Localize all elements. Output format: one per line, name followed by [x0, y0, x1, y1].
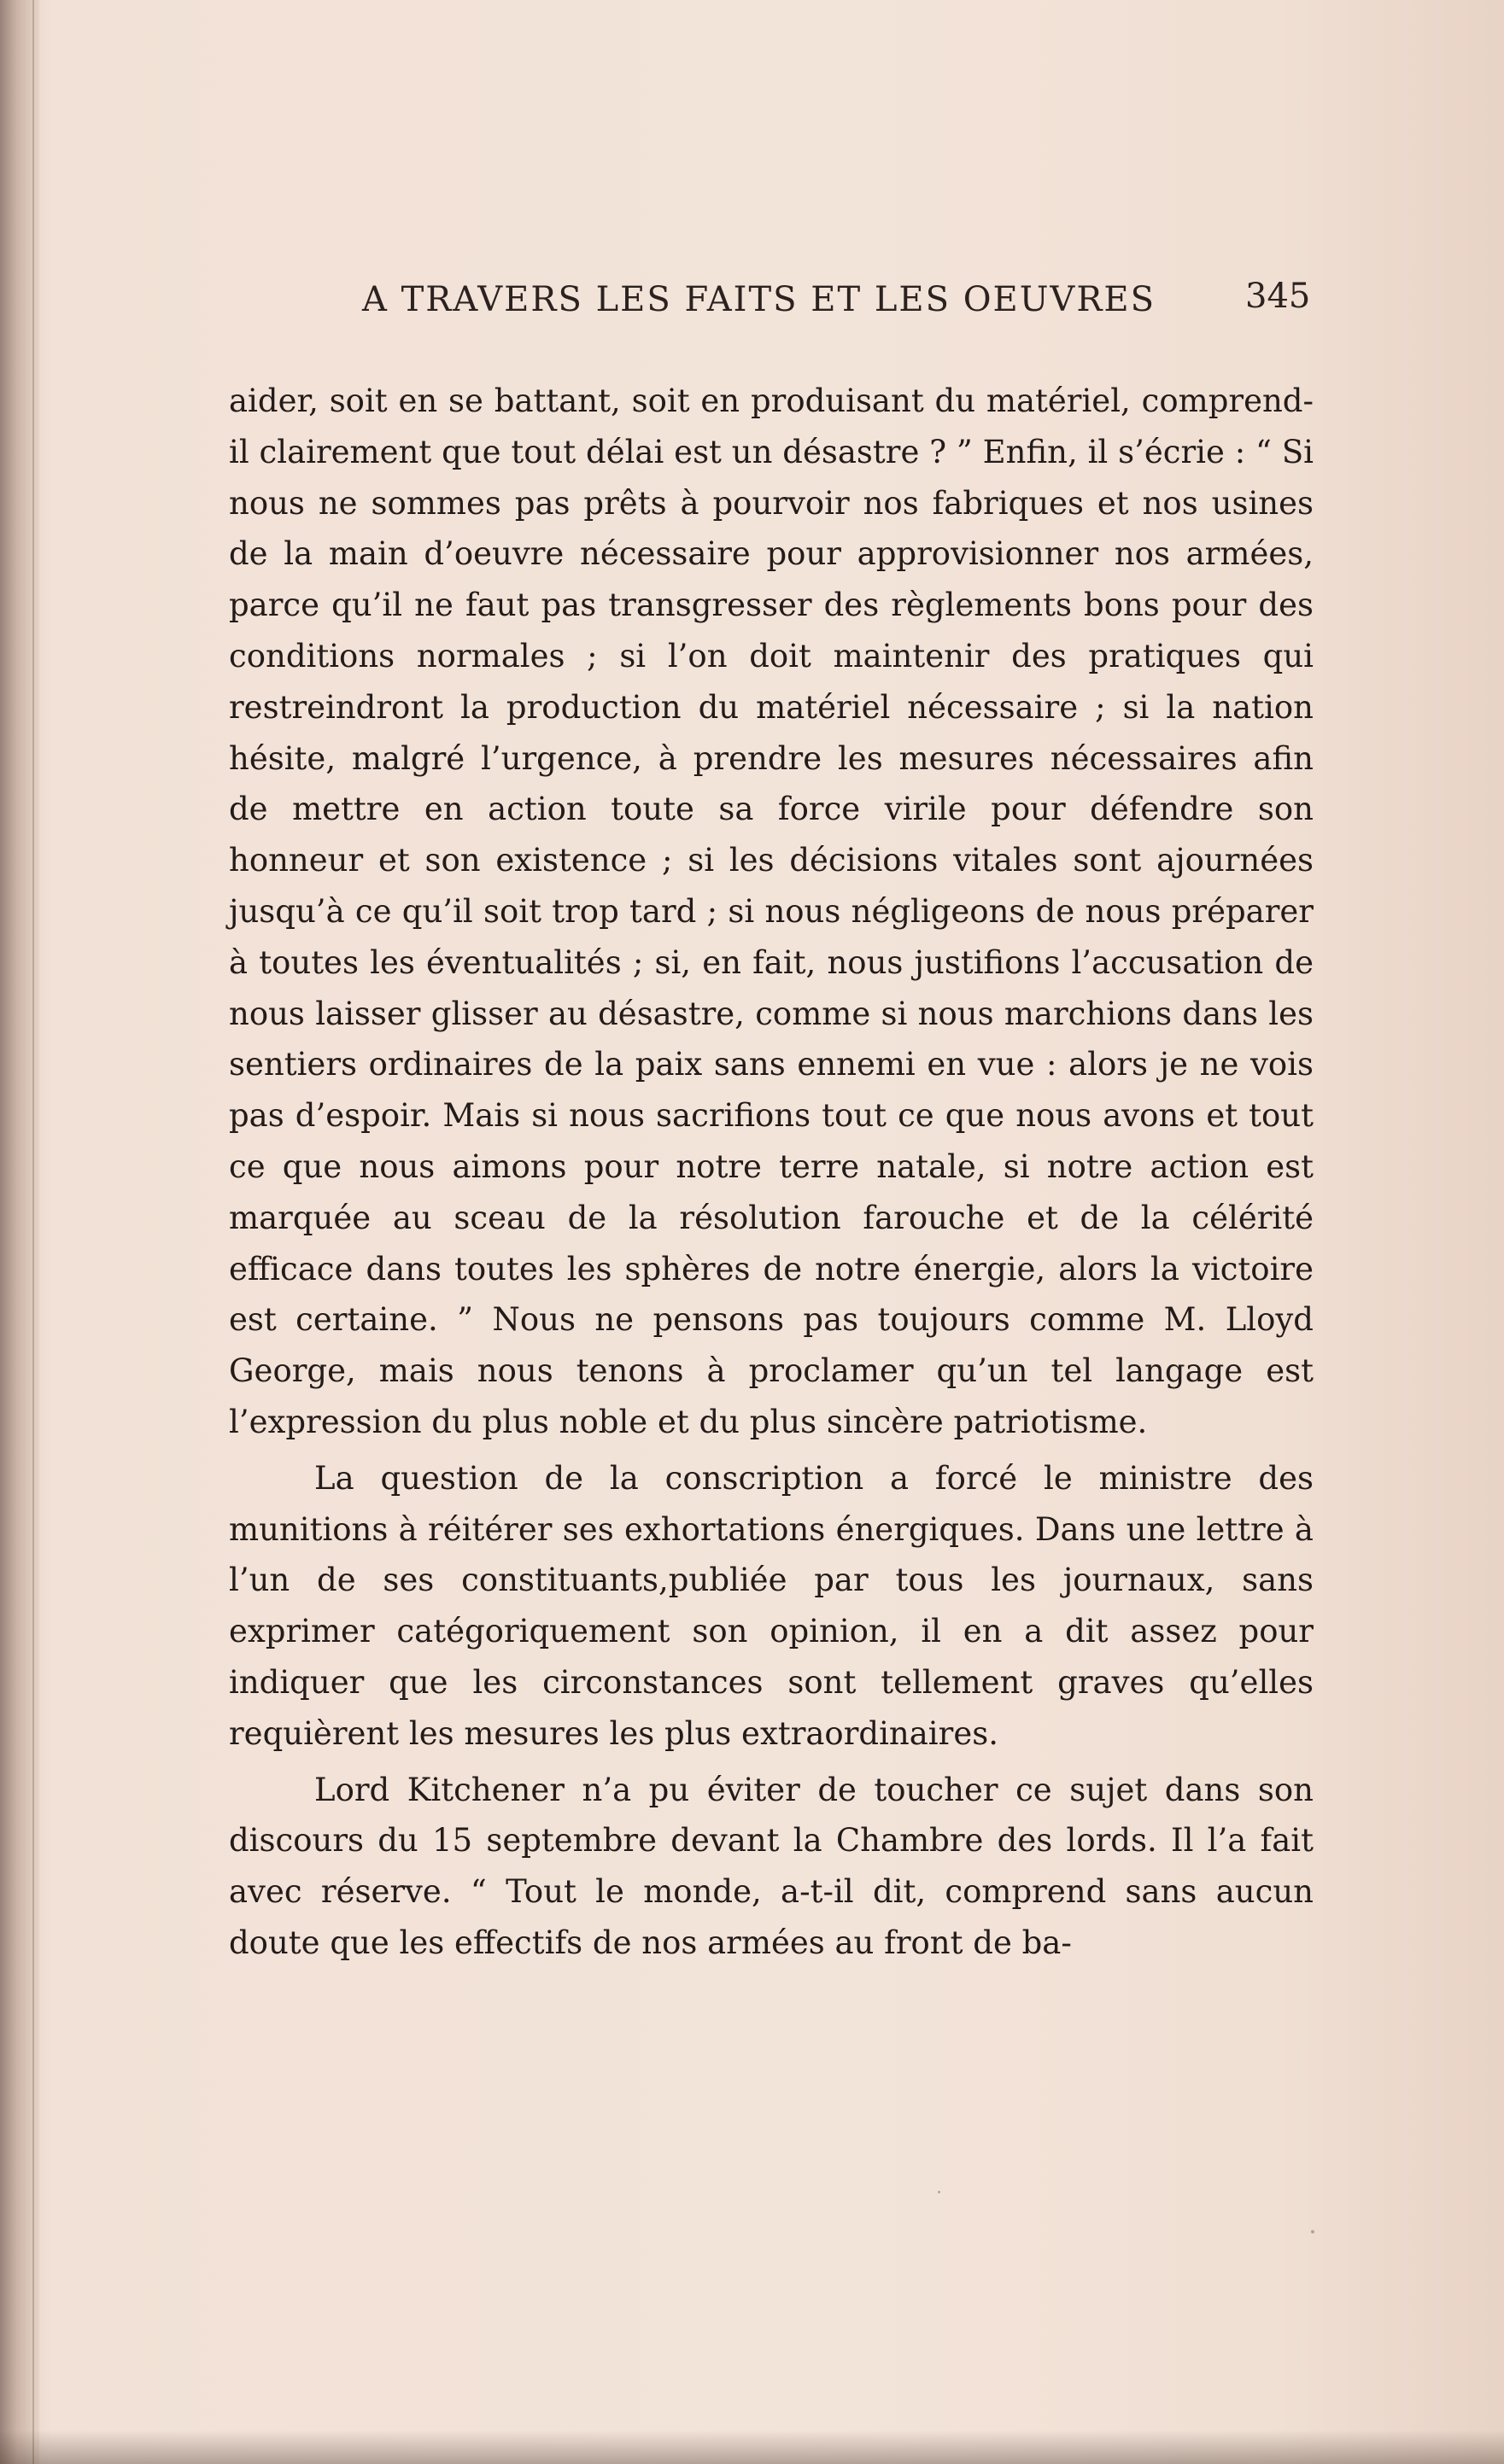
running-title: A TRAVERS LES FAITS ET LES OEUVRES — [362, 280, 1156, 319]
binding-edge — [32, 0, 34, 2464]
paper-speck — [1311, 2230, 1314, 2233]
paragraph-2: La question de la conscription a forcé le ministre des munitions à réitérer ses exhortations énergiques. Dans une lettre à l’un de ses constituants,publiée par tous les journaux, sans exprimer catégoriquement son opinion, il en a dit assez pour indiquer que les circonstances sont tellement graves qu’elles requièrent les mesures les plus extraordinaires. — [229, 1459, 1314, 1752]
paragraph-1: aider, soit en se battant, soit en produisant du matériel, comprend-il clairement que tout délai est un désastre ? ” Enfin, il s’écrie : “ Si nous ne sommes pas prêts à pourvoir nos fabriques et nos usines de la main d’oeuvre nécessaire pour approvisionner nos armées, parce qu’il ne faut pas transgresser des règlements bons pour des conditions normales ; si l’on doit maintenir des pratiques qui restreindront la production du matériel nécessaire ; si la nation hésite, malgré l’urgence, à prendre les mesures nécessaires afin de mettre en action toute sa force virile pour défendre son honneur et son existence ; si les décisions vitales sont ajournées jusqu’à ce qu’il soit trop tard ; si nous négligeons de nous préparer à toutes les éventualités ; si, en fait, nous justifions l’accusation de nous laisser glisser au désastre, comme si nous marchions dans les sentiers ordinaires de la paix sans ennemi en vue : alors je ne vois pas d’espoir. Mais si nous sacrifions tout ce que nous avons et tout ce que nous aimons pour notre terre natale, si notre action est marquée au sceau de la résolution farouche et de la célérité efficace dans toutes les sphères de notre énergie, alors la victoire est certaine. ” Nous ne pensons pas toujours comme M. Lloyd George, mais nous tenons à proclamer qu’un tel langage est l’expression du plus noble et du plus sincère patriotisme. — [229, 382, 1314, 1440]
body-text — [229, 376, 1314, 1969]
paper-speck — [938, 2191, 940, 2193]
paragraph-3: Lord Kitchener n’a pu éviter de toucher ce sujet dans son discours du 15 septembre devant la Chambre des lords. Il l’a fait avec réserve. “ Tout le monde, a-t-il dit, comprend sans aucun doute que les effectifs de nos armées au front de ba- — [229, 1771, 1314, 1961]
page-bottom-shadow — [0, 2430, 1504, 2464]
page-header — [229, 268, 1311, 319]
page-number: 345 — [1245, 277, 1311, 316]
